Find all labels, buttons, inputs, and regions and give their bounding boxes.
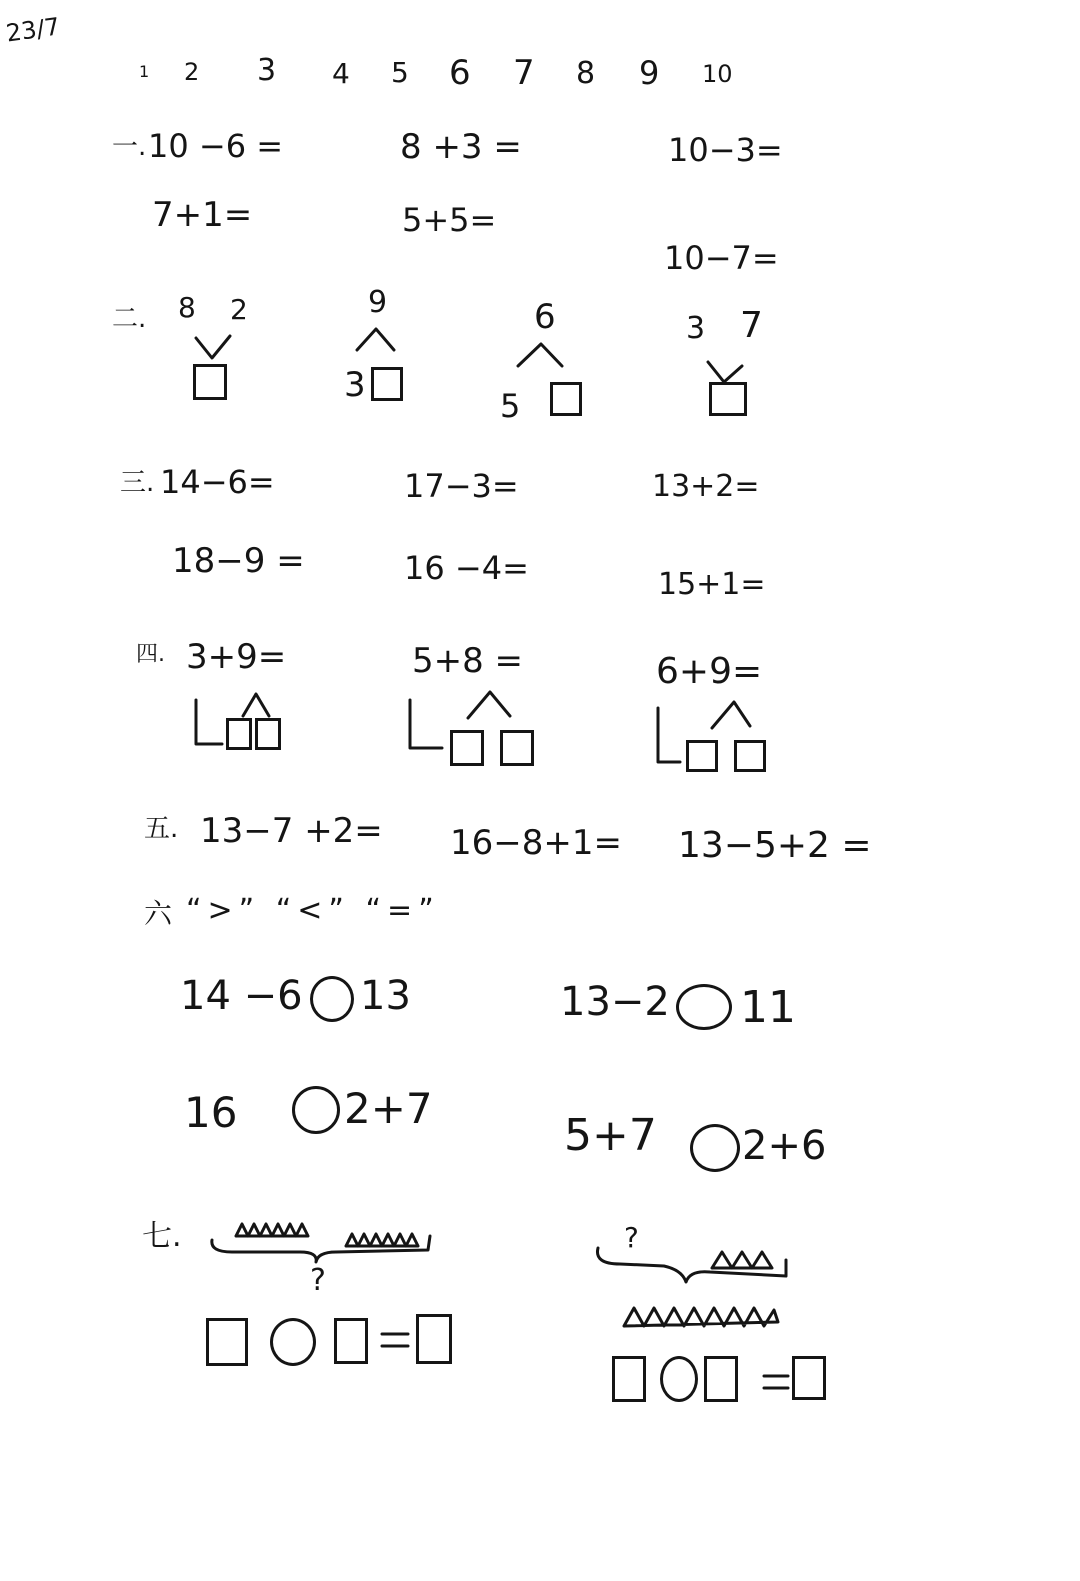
- compare-left: 16: [184, 1088, 238, 1137]
- problem: 17−3=: [404, 467, 519, 505]
- compare-left: 14 −6: [180, 973, 303, 1019]
- problem: 6+9=: [656, 651, 763, 692]
- number-line-item: 5: [391, 56, 409, 89]
- problem: 10 −6 =: [148, 127, 284, 165]
- problem: 10−3=: [668, 131, 783, 169]
- bond-top-right: 2: [230, 293, 248, 326]
- number-line-item: 1: [139, 62, 150, 81]
- problem: 3+9=: [186, 637, 287, 677]
- problem: 5+5=: [402, 201, 497, 239]
- number-line-item: 8: [576, 56, 596, 91]
- number-line-item: 6: [449, 53, 471, 93]
- bond-top: 9: [368, 285, 388, 320]
- compare-right: 11: [740, 982, 796, 1033]
- problem: 7+1=: [152, 195, 253, 235]
- section-marker: 一.: [112, 132, 147, 162]
- problem: 15+1=: [658, 567, 766, 602]
- problem: 13−7 +2=: [200, 811, 383, 851]
- bond-left: 3: [344, 365, 366, 405]
- compare-right: 2+6: [742, 1123, 827, 1169]
- section-marker: 五.: [144, 814, 179, 844]
- bond-top-left: 3: [686, 311, 706, 346]
- bond-left: 5: [500, 387, 521, 425]
- number-line-item: 2: [184, 58, 200, 86]
- bond-top-left: 8: [178, 291, 196, 324]
- question-mark: ?: [310, 1263, 326, 1298]
- problem: 5+8 =: [412, 641, 524, 681]
- number-line-item: 10: [702, 60, 733, 88]
- date: 23/7: [4, 12, 62, 48]
- problem: 16 −4=: [404, 549, 529, 587]
- section-marker: 三.: [120, 468, 155, 498]
- problem: 18−9 =: [172, 541, 305, 581]
- problem: 14−6=: [160, 463, 275, 501]
- compare-right: 13: [360, 973, 411, 1019]
- section-marker: 七.: [142, 1219, 182, 1254]
- bond-top: 6: [534, 297, 556, 337]
- problem: 13+2=: [652, 469, 760, 504]
- compare-left: 5+7: [564, 1110, 657, 1161]
- number-line-item: 9: [639, 54, 660, 92]
- bond-top-right: 7: [740, 305, 763, 346]
- instruction: “>” “<” “=”: [186, 893, 440, 928]
- problem: 16−8+1=: [450, 823, 622, 863]
- compare-left: 13−2: [560, 979, 670, 1025]
- problem: 13−5+2 =: [678, 825, 872, 866]
- number-line-item: 4: [332, 57, 350, 90]
- problem: 10−7=: [664, 239, 779, 277]
- section-marker: 二.: [112, 304, 147, 334]
- section-marker: 四.: [136, 642, 165, 667]
- number-line-item: 7: [513, 53, 535, 93]
- section-marker: 六: [144, 897, 173, 930]
- number-line-item: 3: [257, 53, 277, 88]
- compare-right: 2+7: [344, 1084, 433, 1133]
- question-mark: ?: [624, 1221, 639, 1254]
- problem: 8 +3 =: [400, 127, 522, 167]
